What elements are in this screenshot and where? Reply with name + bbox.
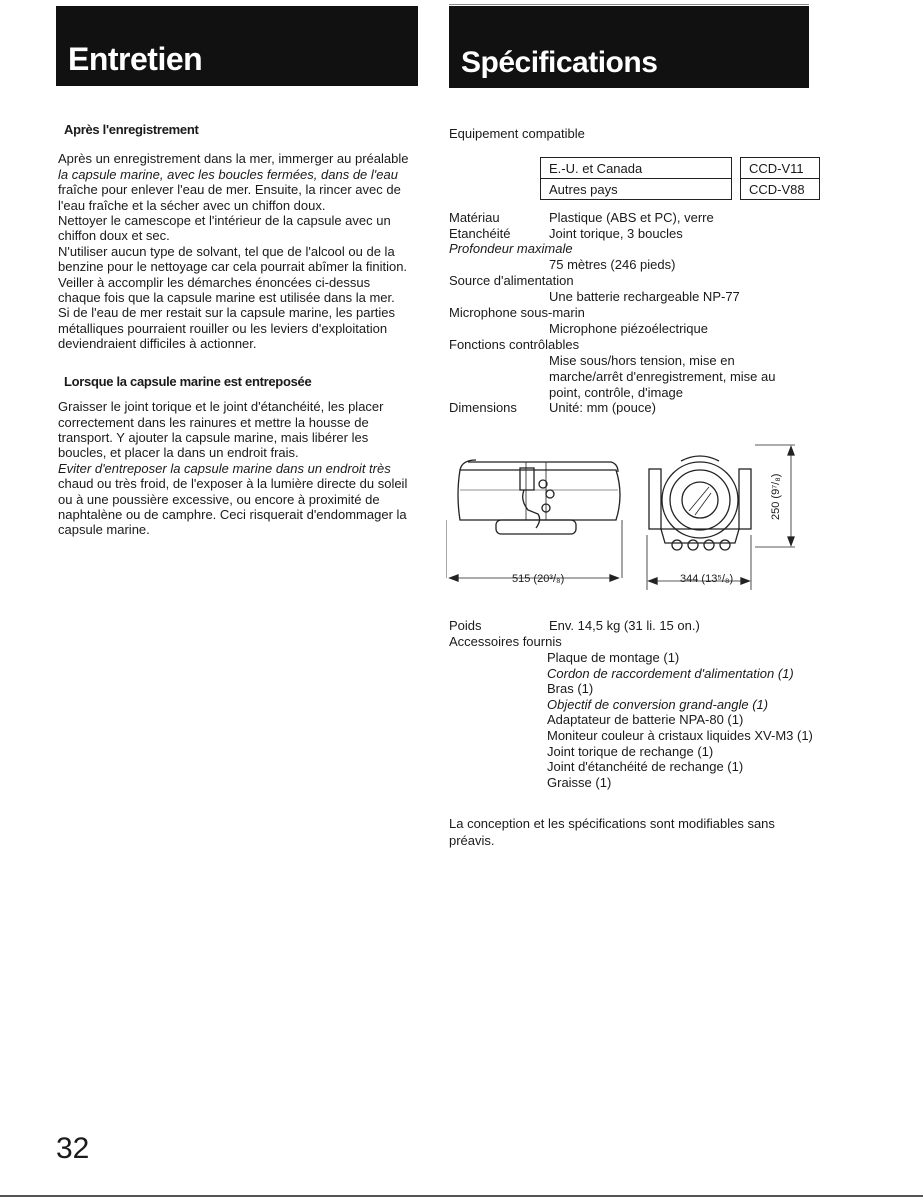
maintenance-column xyxy=(58,122,420,538)
banner-title: Entretien xyxy=(68,41,203,77)
heading-after-recording: Après l'enregistrement xyxy=(64,122,199,137)
banner-specifications xyxy=(449,6,809,88)
spec-value: Microphone piézoélectrique xyxy=(549,321,708,336)
paragraph-line: ou à une poussière excessive, ou encore à proximité de xyxy=(58,491,380,507)
spec-value-line: marche/arrêt d'enregistrement, mise au xyxy=(549,369,776,384)
note-line: préavis. xyxy=(449,833,495,848)
note-line: La conception et les spécifications sont modifiables sans xyxy=(449,816,775,831)
compat-region: E.-U. et Canada xyxy=(541,158,732,179)
paragraph-line: la capsule marine, avec les boucles fermées, dans de l'eau xyxy=(58,166,398,182)
dimension-width-label: 515 (20³/₈) xyxy=(512,573,565,585)
spec-label: Accessoires fournis xyxy=(449,634,562,649)
paragraph-line: chaque fois que la capsule marine est utilisée dans la mer. xyxy=(58,290,395,306)
accessory-item: Bras (1) xyxy=(547,681,594,697)
housing-side-view-diagram xyxy=(446,450,636,590)
paragraph-line: correctement dans les rainures et mettre la housse de xyxy=(58,414,369,430)
paragraph-line: Eviter d'entreposer la capsule marine dans un endroit très xyxy=(58,460,391,476)
paragraph-line: chiffon doux et sec. xyxy=(58,228,170,244)
accessory-item: Objectif de conversion grand-angle (1) xyxy=(547,696,769,712)
spec-value: Plastique (ABS et PC), verre xyxy=(549,210,714,225)
spec-label: Microphone sous-marin xyxy=(449,305,585,320)
compat-model: CCD-V88 xyxy=(741,179,820,200)
accessory-item: Cordon de raccordement d'alimentation (1) xyxy=(547,665,794,681)
banner-title: Spécifications xyxy=(461,46,658,79)
paragraph-line: métalliques pourraient rouiller ou les leviers d'exploitation xyxy=(58,320,388,336)
paragraph-line: benzine pour le nettoyage car cela pourrait abîmer la finition. xyxy=(58,259,408,275)
accessories-list xyxy=(547,650,813,790)
spec-label: Poids xyxy=(449,618,482,633)
paragraph-line: fraîche pour enlever l'eau de mer. Ensuite, la rincer avec de xyxy=(58,182,401,198)
compat-model: CCD-V11 xyxy=(741,158,820,179)
spec-value-line: Mise sous/hors tension, mise en xyxy=(549,353,735,368)
heading-storage: Lorsque la capsule marine est entreposée xyxy=(64,373,312,389)
spec-value-line: point, contrôle, d'image xyxy=(549,385,684,400)
paragraph-line: Veiller à accomplir les démarches énoncées ci-dessus xyxy=(58,274,371,290)
paragraph-line: Si de l'eau de mer restait sur la capsule marine, les parties xyxy=(58,305,396,321)
accessory-item: Plaque de montage (1) xyxy=(547,650,680,665)
spec-value: 75 mètres (246 pieds) xyxy=(549,257,676,272)
paragraph-line: l'eau fraîche et la sécher avec un chiffon doux. xyxy=(58,197,326,213)
paragraph-line: N'utiliser aucun type de solvant, tel que de l'alcool ou de la xyxy=(58,243,395,259)
page-number: 32 xyxy=(56,1132,90,1165)
compatible-equipment-label: Equipement compatible xyxy=(449,126,585,141)
spec-label: Source d'alimentation xyxy=(449,273,574,288)
spec-label: Matériau xyxy=(449,210,500,225)
spec-value: Unité: mm (pouce) xyxy=(549,400,656,415)
spec-label: Fonctions contrôlables xyxy=(449,337,580,352)
paragraph-line: Après un enregistrement dans la mer, immerger au préalable xyxy=(58,151,409,167)
compat-row xyxy=(541,179,820,200)
compatible-equipment-table xyxy=(540,157,820,200)
spec-value: Env. 14,5 kg (31 li. 15 on.) xyxy=(549,618,700,633)
accessory-item: Joint d'étanchéité de rechange (1) xyxy=(547,759,744,775)
paragraph-line: boucles, et placer la dans un endroit frais. xyxy=(58,445,299,461)
paragraph-storage xyxy=(58,399,420,538)
spec-label: Dimensions xyxy=(449,400,517,415)
note-modifications xyxy=(449,815,775,849)
paragraph-line: naphtalène ou de camphre. Ceci risquerait d'endommager la xyxy=(58,506,407,522)
paragraph-line: capsule marine. xyxy=(58,522,150,538)
compat-region: Autres pays xyxy=(541,179,732,200)
paragraph-line: Graisser le joint torique et le joint d'étanchéité, les placer xyxy=(58,399,384,415)
dimension-depth-label: 344 (13⁵/₈) xyxy=(680,573,734,585)
top-rule xyxy=(449,4,809,5)
compat-gap xyxy=(732,158,741,179)
compat-row xyxy=(541,158,820,179)
compat-gap xyxy=(732,179,741,200)
paragraph-line: deviendraient difficiles à actionner. xyxy=(58,336,257,352)
paragraph-after-recording xyxy=(58,151,420,351)
dimension-height-label: 250 (9⁷/₈) xyxy=(770,473,782,520)
paragraph-line: chaud ou très froid, de l'exposer à la lumière directe du soleil xyxy=(58,476,408,492)
accessory-item: Joint torique de rechange (1) xyxy=(547,743,714,759)
paragraph-line: Nettoyer le camescope et l'intérieur de la capsule avec un xyxy=(58,213,391,229)
spec-value: Joint torique, 3 boucles xyxy=(549,226,683,241)
spec-label: Etanchéité xyxy=(449,226,511,241)
banner-entretien xyxy=(56,6,418,86)
spec-value: Une batterie rechargeable NP-77 xyxy=(549,289,740,304)
paragraph-line: transport. Y ajouter la capsule marine, mais libérer les xyxy=(58,429,369,445)
page-bottom-edge xyxy=(0,1195,923,1197)
accessory-item: Moniteur couleur à cristaux liquides XV-M3 (1) xyxy=(547,727,813,743)
accessory-item: Graisse (1) xyxy=(547,774,612,790)
spec-label: Profondeur maximale xyxy=(449,241,573,256)
accessory-item: Adaptateur de batterie NPA-80 (1) xyxy=(547,712,744,728)
